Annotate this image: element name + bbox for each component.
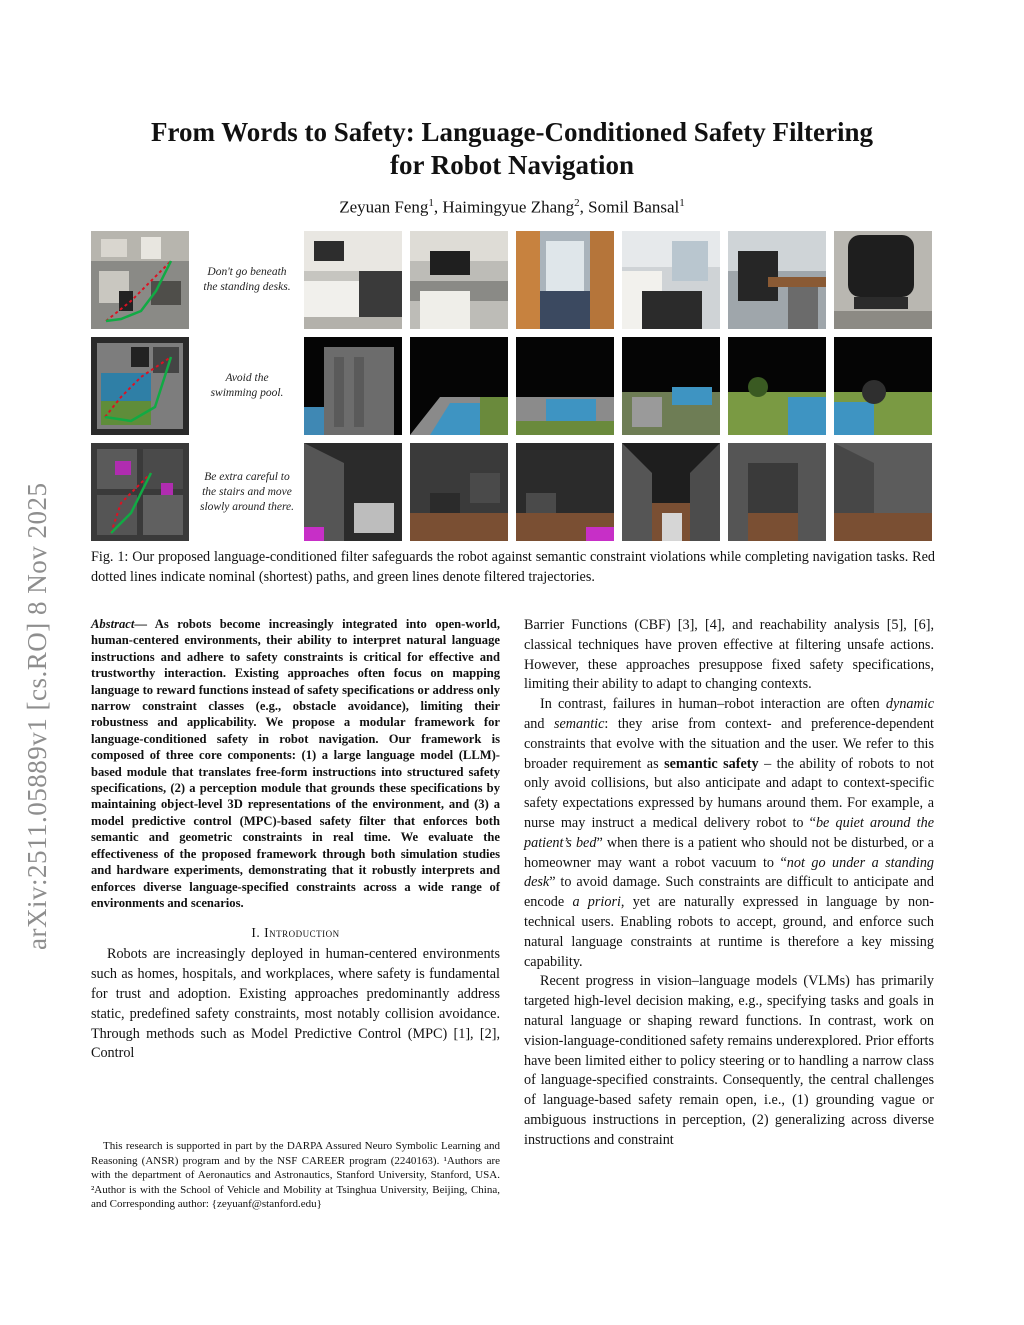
office-scene-image <box>91 231 189 329</box>
sim-frame <box>304 337 402 435</box>
bold-term: semantic safety <box>664 755 759 772</box>
emphasis-text: a priori <box>572 894 621 911</box>
text-run: In contrast, failures in human–robot interaction are often <box>540 696 886 713</box>
camera-frame <box>622 231 720 329</box>
abstract <box>91 616 500 911</box>
text-run: , yet are naturally expressed in language by non-technical users. Enabling robots to accept, ground, and enforce such natural language constraints at runtime is therefore a key missing capability. <box>524 894 934 970</box>
emphasis-text: dynamic <box>885 696 934 713</box>
figure-row-pool <box>91 337 933 435</box>
camera-frame <box>728 231 826 329</box>
author-affiliation: 1 <box>428 197 434 209</box>
instruction-line: Don't go beneath <box>207 266 287 278</box>
instruction-text <box>192 231 302 329</box>
section-number: I. <box>251 925 261 941</box>
left-column <box>91 616 500 1064</box>
figure-1 <box>91 231 933 541</box>
emphasis-text: not go under a standing desk <box>524 854 935 891</box>
sim-frame <box>622 443 720 541</box>
author-name: Somil Bansal <box>588 197 680 217</box>
figure-row-office <box>91 231 933 329</box>
instruction-line: slowly around there. <box>199 500 295 513</box>
sim-frame <box>834 337 932 435</box>
author-name: Haimingyue Zhang <box>442 197 575 217</box>
sim-frame <box>622 337 720 435</box>
text-run: and <box>524 715 554 732</box>
author-list: Zeyuan Feng$^1$, Haimingyue Zhang$^2$, Somil Bansal$^1$ <box>339 197 685 217</box>
pool-scene-map <box>91 337 189 435</box>
author-affiliation: 2 <box>574 197 580 209</box>
title-line-1: From Words to Safety: Language-Conditioned Safety Filtering <box>151 117 873 147</box>
text-run: – the ability of robots to not only avoid collisions, but also anticipate and adapt to context-specific safety expectations expressed by humans around them. For example, a nurse may instruct a medical delivery robot to “ <box>524 755 935 831</box>
text-run: ” when there is a patient who should not be disturbed, or a homeowner may want a robot vacuum to “ <box>524 834 934 871</box>
camera-frame <box>516 231 614 329</box>
camera-frame <box>304 231 402 329</box>
camera-frame <box>834 231 932 329</box>
camera-frame <box>410 231 508 329</box>
paper-title <box>0 116 1024 182</box>
sim-frame <box>834 443 932 541</box>
sim-frame <box>728 443 826 541</box>
title-line-2: for Robot Navigation <box>389 150 634 180</box>
instruction-text <box>192 443 302 541</box>
emphasis-text: be quiet around the patient’s bed <box>524 814 934 851</box>
author-name: Zeyuan Feng <box>339 197 429 217</box>
instruction-text <box>192 337 302 435</box>
section-heading <box>91 925 500 941</box>
sim-frame <box>410 337 508 435</box>
instruction-line: the stairs and move <box>202 485 292 498</box>
intro-paragraph: Robots are increasingly deployed in human-centered environments such as homes, hospitals, and workplaces, where safety is fundamental for trust and adoption. Existing approaches predominantly address static, predefined safety constraints, most notably collision avoidance. Through methods such as Model Predictive Control (MPC) [1], [2], Control <box>91 946 500 1062</box>
abstract-label: Abstract <box>91 617 135 631</box>
right-column <box>524 616 934 1151</box>
emphasis-text: semantic <box>553 715 605 732</box>
figure-row-stairs <box>91 443 933 541</box>
sim-frame <box>516 443 614 541</box>
stairs-scene-map <box>91 443 189 541</box>
abstract-text: — As robots become increasingly integrated into open-world, human-centered environments, their ability to interpret natural language instructions and adhere to safety constraints is critical for effective and trustworthy interaction. Existing approaches often focus on mapping language to reward functions instead of safety specifications or address only narrow constraint classes (e.g., obstacle avoidance), limiting their robustness and applicability. We propose a modular framework for language-conditioned safety in robot navigation. Our framework is composed of three core components: (1) a large language model (LLM)-based module that translates free-form instructions into structured safety specifications, (2) a perception module that grounds these specifications by maintaining object-level 3D representations of the environment, and (3) a model predictive control (MPC)-based safety filter that enforces both semantic and geometric constraints in real time. We evaluate the effectiveness of the proposed framework through both simulation studies and hardware experiments, demonstrating that it robustly interprets and enforces diverse language-specified constraints across a wide range of environments and scenarios. <box>91 617 500 910</box>
instruction-line: Be extra careful to <box>204 470 290 483</box>
sim-frame <box>516 337 614 435</box>
footnote: This research is supported in part by the DARPA Assured Neuro Symbolic Learning and Reasoning (ANSR) program and by the NSF CAREER program (2240163). ¹Authors are with the department of Aeronautics and Astronautics, Stanford University, Stanford, USA. ²Author is with the School of Vehicle and Mobility at Tsinghua University, Beijing, China, and Corresponding author: {zeyuanf@stanford.edu} <box>91 1140 500 1211</box>
section-title: Introduction <box>264 925 340 941</box>
text-run: ” to avoid damage. Such constraints are difficult to anticipate and encode <box>524 874 934 911</box>
instruction-line: Avoid the <box>225 372 269 384</box>
text-run: : they arise from context- and preference-dependent constraints that evolve with the situation and the user. We refer to this broader requirement as <box>524 715 934 772</box>
author-affiliation: 1 <box>679 197 685 209</box>
arxiv-identifier: arXiv:2511.05889v1 [cs.RO] 8 Nov 2025 <box>22 482 52 950</box>
instruction-line: swimming pool. <box>210 387 284 399</box>
instruction-line: the standing desks. <box>203 281 291 293</box>
body-paragraph: Recent progress in vision–language models (VLMs) has primarily targeted high-level decision making, e.g., specifying tasks and goals in natural language or shaping reward functions. In contrast, work on vision-language-conditioned safety remains underexplored. Prior efforts have been limited either to policy steering or to handling a narrow class of language-specified constraints. Consequently, the central challenges of language-based safety remain open, i.e., (1) grounding vague or ambiguous instructions in perception, (2) generalizing across diverse instructions and constraint <box>524 973 934 1148</box>
sim-frame <box>304 443 402 541</box>
body-paragraph <box>524 695 934 972</box>
figure-caption: Fig. 1: Our proposed language-conditioned filter safeguards the robot against semantic constraint violations while completing navigation tasks. Red dotted lines indicate nominal (shortest) paths, and green lines denote filtered trajectories. <box>91 549 935 585</box>
sim-frame <box>410 443 508 541</box>
body-paragraph: Barrier Functions (CBF) [3], [4], and reachability analysis [5], [6], classical techniques have proven effective at filtering unsafe actions. However, these approaches presuppose fixed safety specifications, limiting their ability to adapt to changing contexts. <box>524 617 934 693</box>
sim-frame <box>728 337 826 435</box>
